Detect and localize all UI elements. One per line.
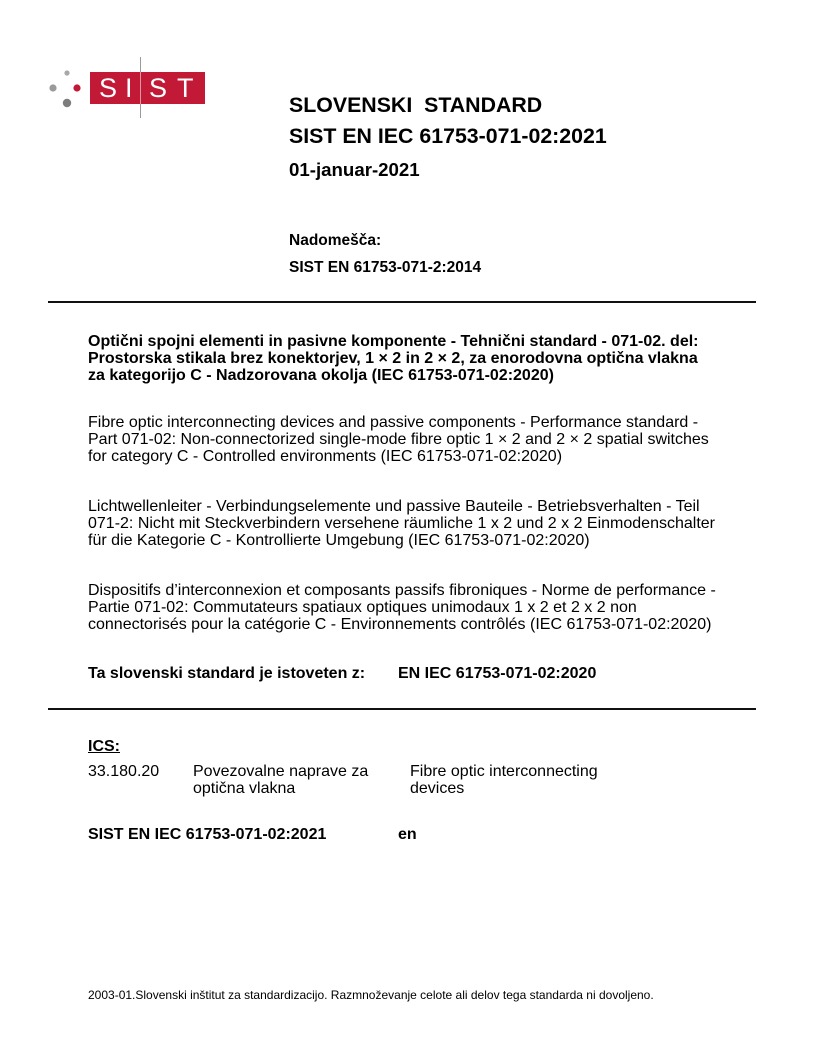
title-line: za kategorijo C - Nadzorovana okolja (IEC 61753-071-02:2020) <box>88 367 554 384</box>
title-german <box>88 498 715 549</box>
ics-description-sl <box>193 763 368 797</box>
sist-logo <box>90 72 205 104</box>
ics-description-line: optična vlakna <box>193 780 296 797</box>
title-line: für die Kategorie C - Kontrollierte Umgebung (IEC 61753-071-02:2020) <box>88 532 590 549</box>
divider-top <box>48 301 756 303</box>
identical-value: EN IEC 61753-071-02:2020 <box>398 665 597 682</box>
standard-code: SIST EN IEC 61753-071-02:2021 <box>289 124 607 148</box>
logo-dot-left <box>49 84 56 91</box>
logo-letter: S <box>149 73 168 103</box>
document-language: en <box>398 826 417 843</box>
ics-description-en <box>410 763 598 797</box>
title-line: Lichtwellenleiter - Verbindungselemente und passive Bauteile - Betriebsverhalten - Teil <box>88 498 700 515</box>
identical-label: Ta slovenski standard je istoveten z: <box>88 665 366 682</box>
title-line: for category C - Controlled environments (IEC 61753-071-02:2020) <box>88 448 563 465</box>
ics-description-line: Povezovalne naprave za <box>193 763 369 780</box>
title-french <box>88 582 716 633</box>
title-slovenian <box>88 333 698 384</box>
title-line: connectorisés pour la catégorie C - Environnements contrôlés (IEC 61753-071-02:2020) <box>88 616 712 633</box>
logo-inner-line <box>140 72 141 104</box>
document-code: SIST EN IEC 61753-071-02:2021 <box>88 826 327 843</box>
logo-letter: S <box>99 73 118 103</box>
sist-logo-dots <box>40 60 90 115</box>
logo-dot-top <box>64 70 69 75</box>
replaces-label: Nadomešča: <box>289 232 382 249</box>
title-line: Part 071-02: Non-connectorized single-mode fibre optic 1 × 2 and 2 × 2 spatial switches <box>88 431 709 448</box>
title-line: Dispositifs d’interconnexion et composants passifs fibroniques - Norme de performance - <box>88 582 716 599</box>
logo-letter: I <box>125 73 133 103</box>
title-line: Partie 071-02: Commutateurs spatiaux optiques unimodaux 1 x 2 et 2 x 2 non <box>88 599 637 616</box>
standard-type-label: SLOVENSKI STANDARD <box>289 93 543 117</box>
ics-code: 33.180.20 <box>88 763 160 780</box>
logo-dot-right-red <box>73 84 80 91</box>
logo-letter: T <box>177 73 194 103</box>
title-line: Prostorska stikala brez konektorjev, 1 × 2 in 2 × 2, za enorodovna optična vlakna <box>88 350 698 367</box>
ics-heading: ICS: <box>88 738 120 755</box>
copyright-notice: 2003-01.Slovenski inštitut za standardizacijo. Razmnoževanje celote ali delov tega standarda ni dovoljeno. <box>88 988 654 1002</box>
replaces-code: SIST EN 61753-071-2:2014 <box>289 259 482 276</box>
divider-bottom <box>48 708 756 710</box>
publication-date: 01-januar-2021 <box>289 159 420 180</box>
title-line: Optični spojni elementi in pasivne komponente - Tehnični standard - 071-02. del: <box>88 333 699 350</box>
ics-description-line: devices <box>410 780 465 797</box>
logo-dot-bottom <box>63 99 71 107</box>
title-english <box>88 414 709 465</box>
title-line: 071-2: Nicht mit Steckverbindern versehene räumliche 1 x 2 und 2 x 2 Einmodenschalter <box>88 515 715 532</box>
ics-description-line: Fibre optic interconnecting <box>410 763 598 780</box>
title-line: Fibre optic interconnecting devices and passive components - Performance standard - <box>88 414 699 431</box>
